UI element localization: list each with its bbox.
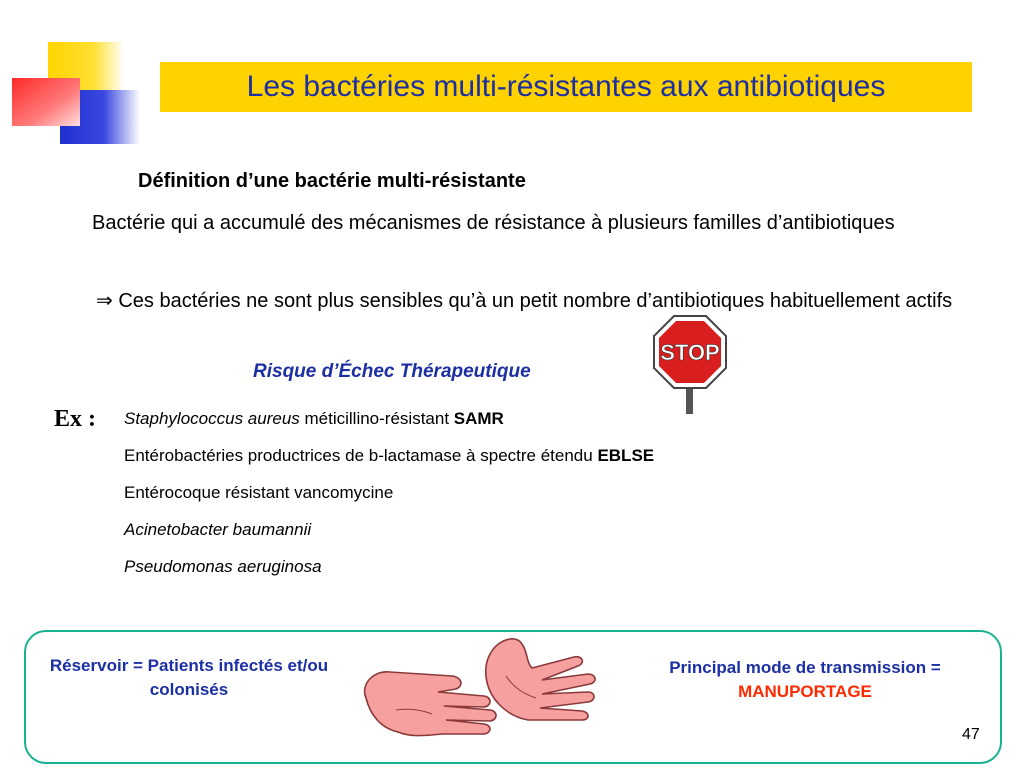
stop-sign-icon	[652, 314, 728, 414]
example-italic: Staphylococcus aureus	[124, 409, 300, 428]
left-hand-shape	[365, 672, 496, 736]
left-hand-icon	[365, 672, 496, 736]
example-italic: Acinetobacter baumannii	[124, 520, 312, 539]
list-item	[124, 444, 654, 481]
hands-icon	[356, 636, 606, 748]
definition-heading: Définition d’une bactérie multi-résistante	[138, 170, 526, 192]
implication-text: Ces bactéries ne sont plus sensibles qu’à un petit nombre d’antibiotiques habituellement actifs	[118, 290, 953, 312]
page-number: 47	[962, 726, 980, 743]
slide-title: Les bactéries multi-résistantes aux antibiotiques	[246, 70, 886, 103]
implication-paragraph	[96, 286, 976, 316]
examples-label: Ex :	[54, 406, 96, 432]
list-item	[124, 518, 654, 555]
list-item	[124, 407, 654, 444]
list-item	[124, 481, 654, 518]
definition-text: Bactérie qui a accumulé des mécanismes de résistance à plusieurs familles d’antibiotiques	[92, 212, 895, 234]
reservoir-text: Réservoir = Patients infectés et/ou colonisés	[49, 656, 329, 699]
transmission-block	[618, 656, 992, 704]
examples-list	[124, 407, 654, 592]
right-hand-icon	[486, 639, 595, 720]
decorative-red-square	[12, 78, 80, 126]
example-acronym: EBLSE	[597, 446, 655, 465]
manuportage-text: MANUPORTAGE	[738, 682, 872, 701]
transmission-text: Principal mode de transmission =	[669, 658, 941, 677]
implies-symbol: ⇒	[96, 290, 113, 312]
example-text: Entérocoque résistant vancomycine	[124, 483, 394, 502]
example-italic: Pseudomonas aeruginosa	[124, 557, 322, 576]
example-text: Entérobactéries productrices de b-lactamase à spectre étendu	[124, 446, 598, 465]
title-bar	[160, 62, 972, 112]
example-text: méticillino-résistant	[299, 409, 454, 428]
risk-statement: Risque d’Échec Thérapeutique	[253, 361, 531, 382]
right-hand-shape	[486, 639, 595, 720]
example-acronym: SAMR	[453, 409, 504, 428]
list-item	[124, 555, 654, 592]
stop-sign-label: STOP	[660, 340, 720, 365]
